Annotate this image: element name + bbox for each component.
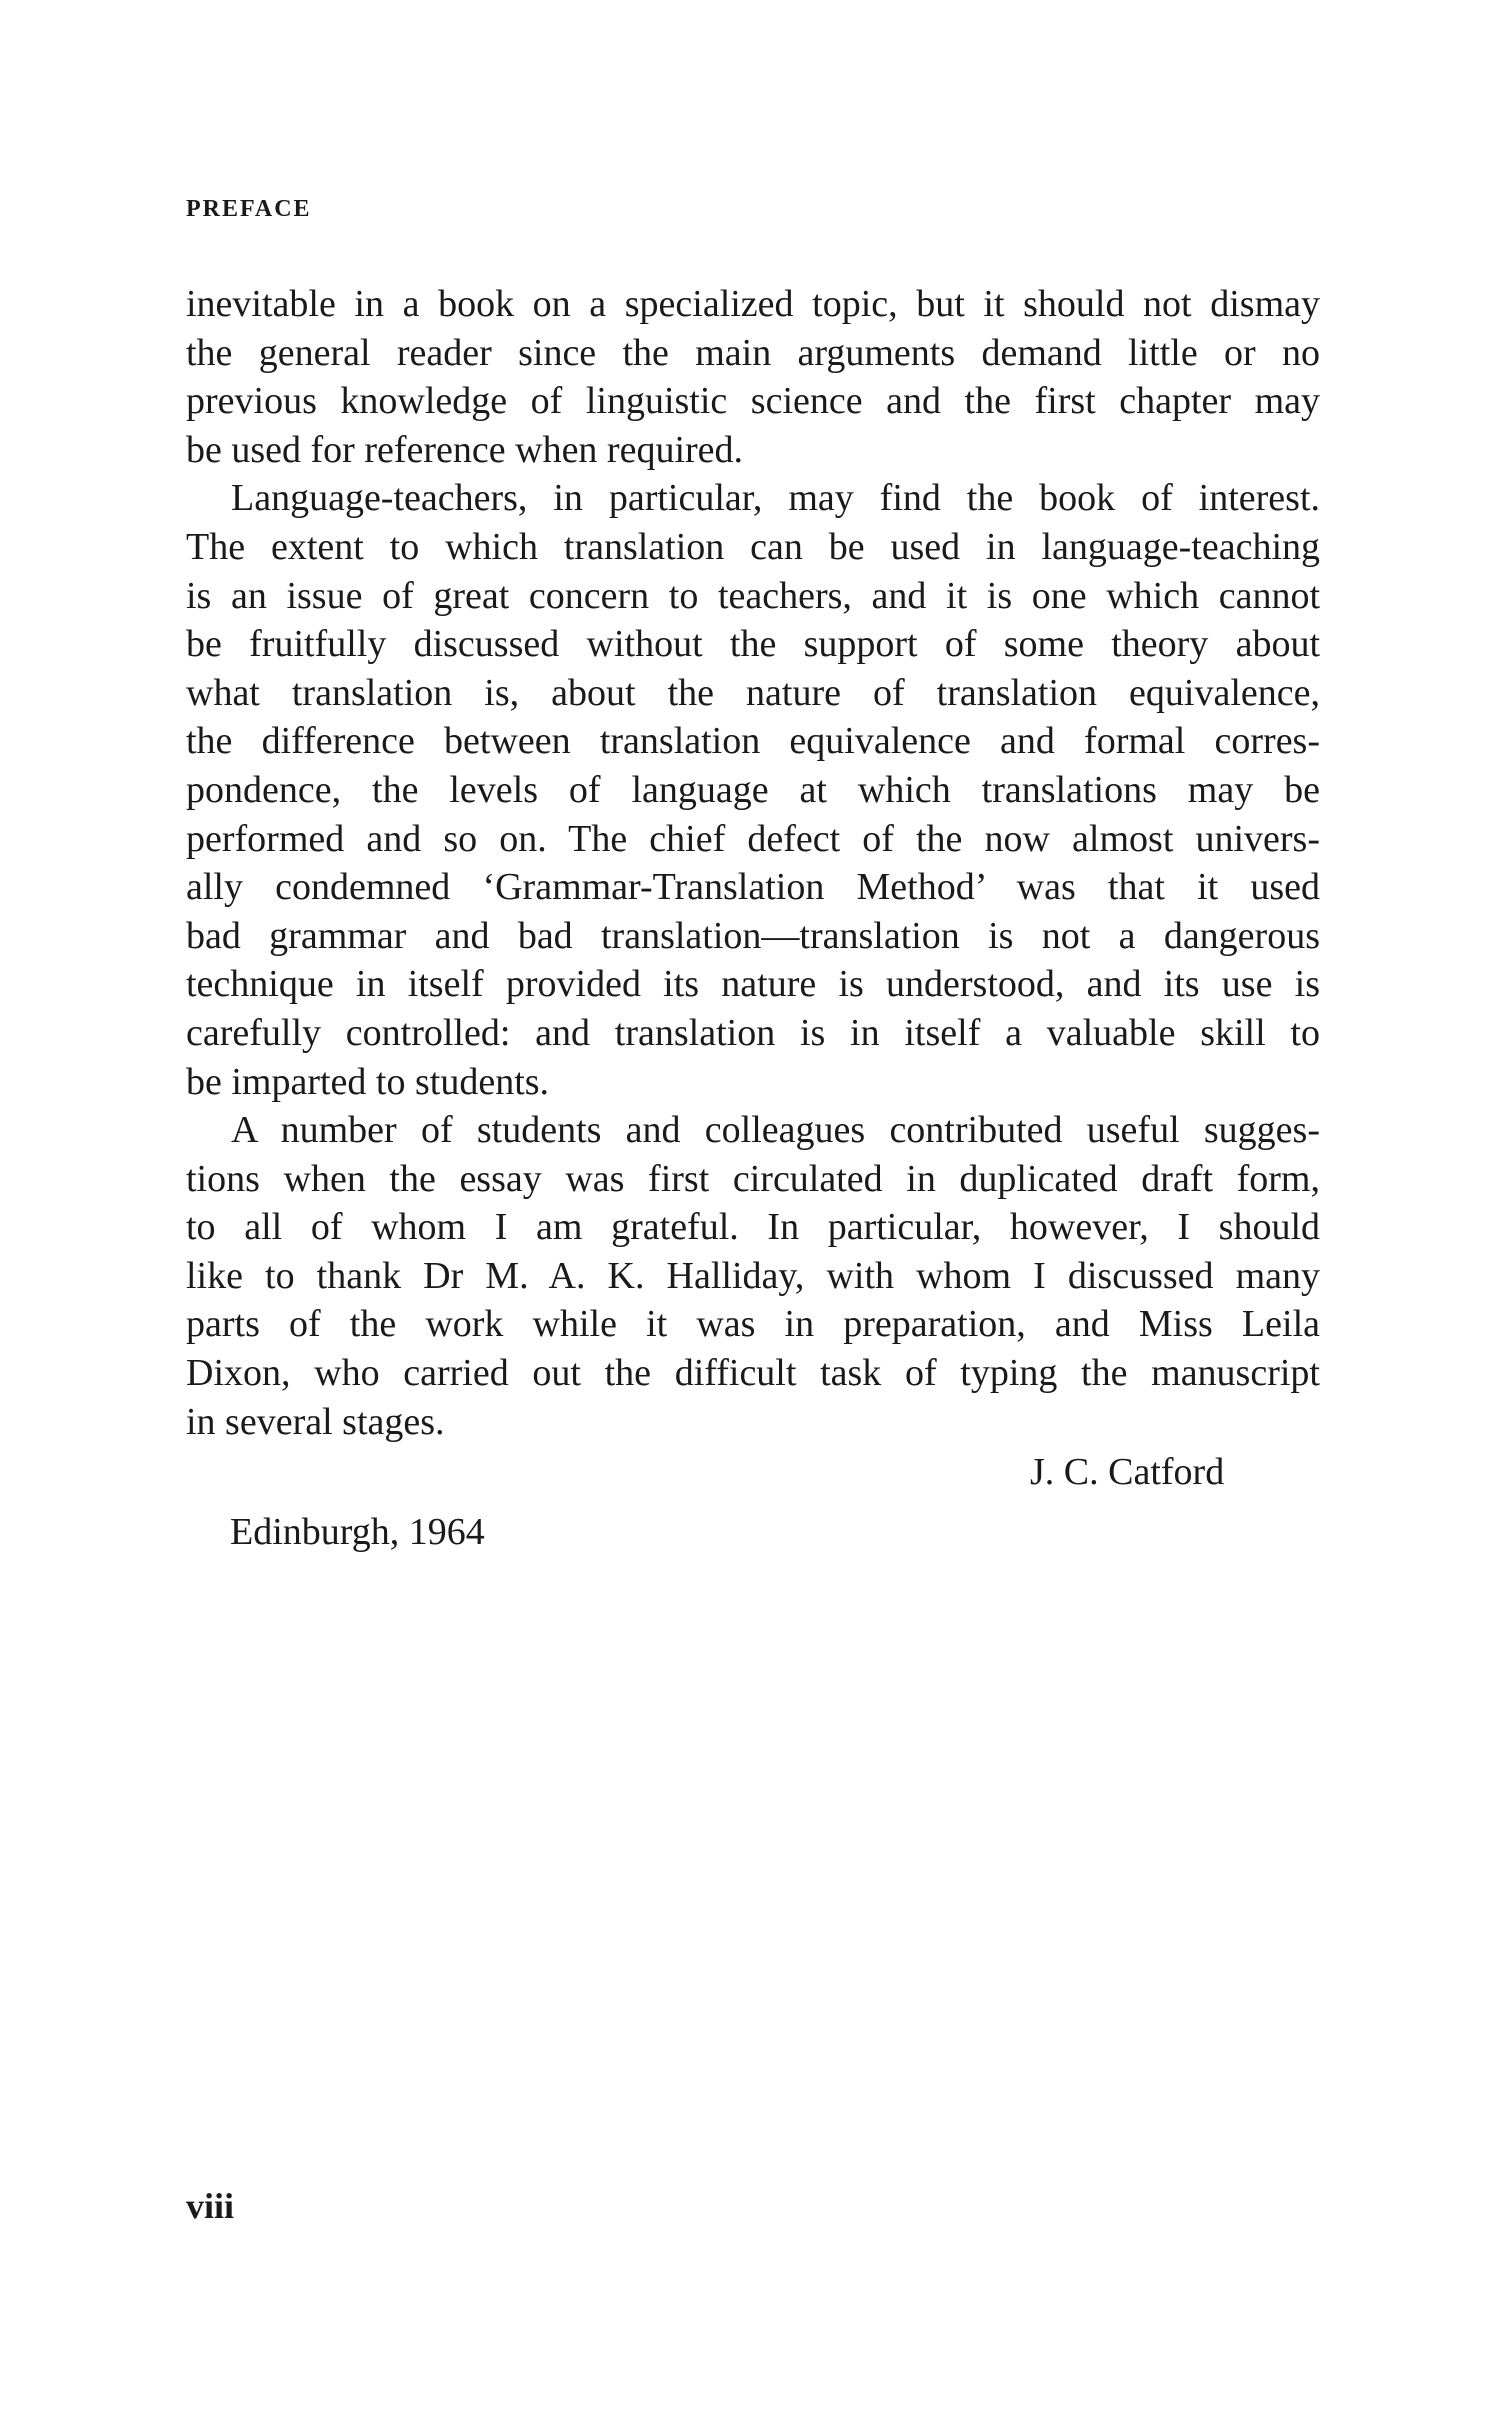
body-line: the general reader since the main arguments demand little or no: [186, 331, 1320, 374]
body-line: technique in itself provided its nature is understood, and its use is: [186, 963, 1320, 1006]
body-line: The extent to which translation can be used in language-teaching: [186, 525, 1320, 568]
body-line-indented: Language-teachers, in particular, may find the book of interest.: [231, 477, 1320, 520]
body-line-indented: A number of students and colleagues contributed useful sugges-: [231, 1109, 1320, 1152]
body-line: parts of the work while it was in preparation, and Miss Leila: [186, 1303, 1320, 1346]
body-line: bad grammar and bad translation—translation is not a dangerous: [186, 914, 1320, 957]
preface-body: [186, 280, 1320, 1446]
body-line: ally condemned ‘Grammar-Translation Method’ was that it used: [186, 866, 1320, 909]
body-line: Dixon, who carried out the difficult task of typing the manuscript: [186, 1352, 1320, 1395]
author-signature: J. C. Catford: [1030, 1451, 1225, 1493]
body-line: what translation is, about the nature of translation equivalence,: [186, 671, 1320, 714]
page-number: viii: [186, 2186, 235, 2226]
body-line: be fruitfully discussed without the support of some theory about: [186, 623, 1320, 666]
body-line: previous knowledge of linguistic science and the first chapter may: [186, 380, 1320, 423]
body-line: in several stages.: [186, 1400, 445, 1443]
body-line: carefully controlled: and translation is in itself a valuable skill to: [186, 1011, 1320, 1054]
body-line: inevitable in a book on a specialized topic, but it should not dismay: [186, 283, 1320, 325]
body-line: pondence, the levels of language at which translations may be: [186, 768, 1320, 811]
body-line: tions when the essay was first circulated in duplicated draft form,: [186, 1157, 1320, 1200]
body-line: the difference between translation equivalence and formal corres-: [186, 720, 1320, 763]
body-line: is an issue of great concern to teachers, and it is one which cannot: [186, 574, 1320, 617]
body-line: like to thank Dr M. A. K. Halliday, with whom I discussed many: [186, 1254, 1320, 1297]
running-head: PREFACE: [186, 196, 312, 222]
place-date: Edinburgh, 1964: [230, 1511, 485, 1553]
body-line: performed and so on. The chief defect of the now almost univers-: [186, 817, 1320, 860]
body-line: to all of whom I am grateful. In particular, however, I should: [186, 1206, 1320, 1249]
body-line: be imparted to students.: [186, 1060, 550, 1103]
body-line: be used for reference when required.: [186, 428, 744, 471]
